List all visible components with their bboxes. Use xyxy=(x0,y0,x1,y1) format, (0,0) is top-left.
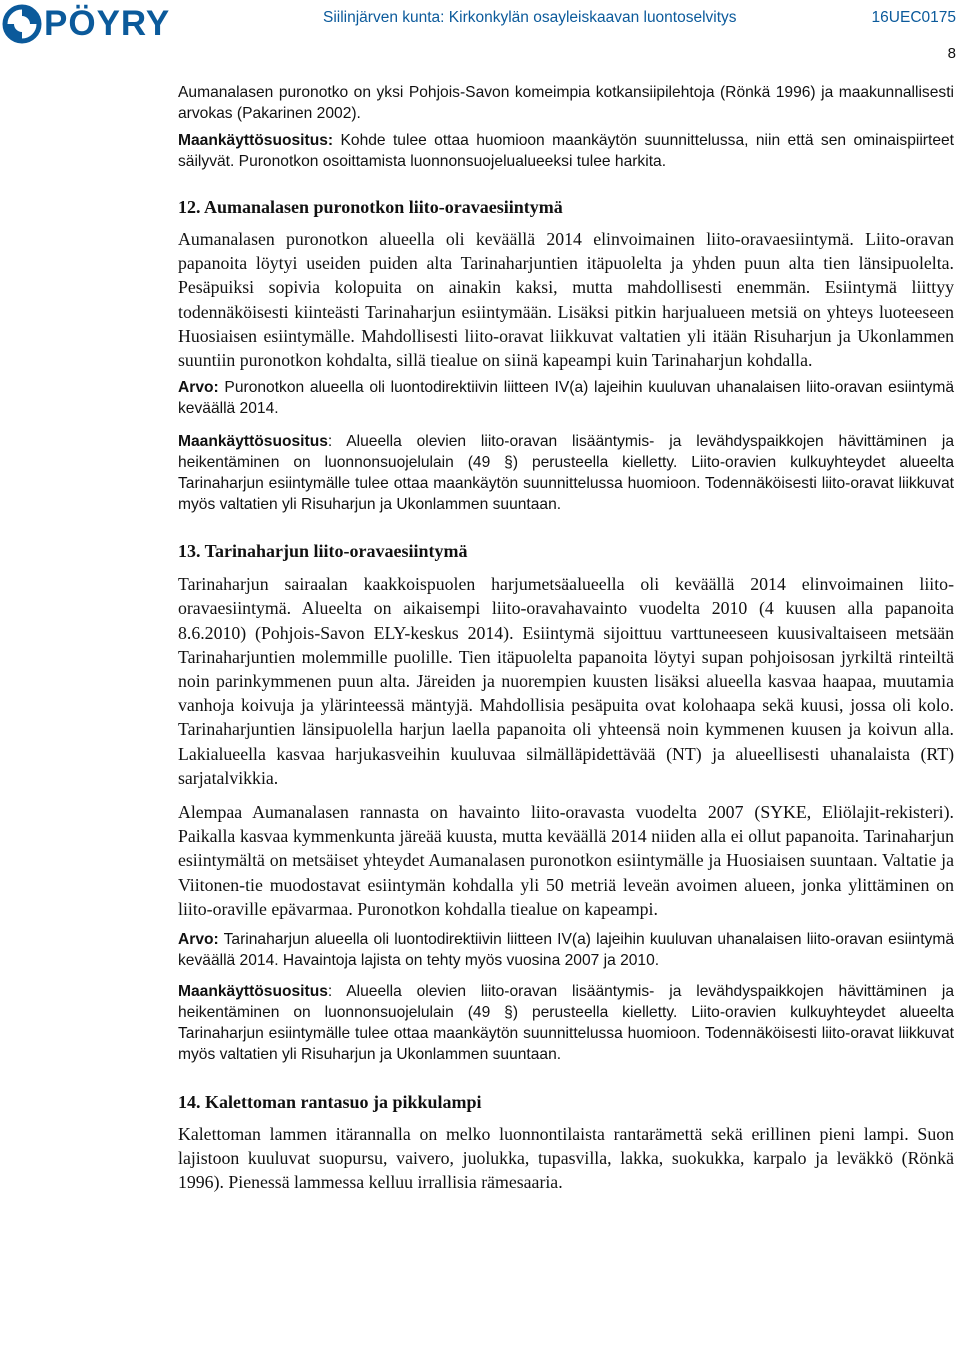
section-12-recommendation xyxy=(178,431,954,515)
value-label: Arvo: xyxy=(178,931,219,949)
section-13-value xyxy=(178,929,954,971)
recommendation-text: : Alueella olevien liito-oravan lisääntymis- ja levähdyspaikkojen hävittäminen ja heikentäminen on luonnonsuojelulain (49 §) perusteella kielletty. Liito-oravien kulkuyhteydet alueelta Tarinaharjun esiintymälle tulee ottaa maankäytön suunnittelussa huomioon. Todennäköisesti liito-oravat liikkuvat myös valtatien yli Risuharjun ja Ukonlammen suuntaan. xyxy=(178,433,954,514)
recommendation-label: Maankäyttösuositus xyxy=(178,983,328,1001)
page-header xyxy=(0,0,960,44)
value-text: Tarinaharjun alueella oli luontodirektiivin liitteen IV(a) lajeihin kuuluvan uhanalaisen liito-oravan esiintymä keväällä 2014. Havaintoja lajista on tehty myös vuosina 2007 ja 2010. xyxy=(178,931,954,970)
logo-text: PÖYRY xyxy=(44,4,171,43)
document-title: Siilinjärven kunta: Kirkonkylän osayleiskaavan luontoselvitys xyxy=(323,9,737,26)
recommendation-label: Maankäyttösuositus xyxy=(178,433,328,451)
section-14-heading: 14. Kalettoman rantasuo ja pikkulampi xyxy=(178,1092,482,1113)
company-logo xyxy=(2,4,170,44)
section-13-recommendation xyxy=(178,981,954,1065)
recommendation-label: Maankäyttösuositus: xyxy=(178,132,334,149)
intro-recommendation xyxy=(178,130,954,172)
value-label: Arvo: xyxy=(178,379,219,397)
value-text: Puronotkon alueella oli luontodirektiivin liitteen IV(a) lajeihin kuuluvan uhanalaisen liito-oravan esiintymä keväällä 2014. xyxy=(178,379,954,418)
recommendation-text: Kohde tulee ottaa huomioon maankäytön suunnittelussa, niin että sen ominaispiirteet säilyvät. Puronotkon osoittamista luonnonsuojelualueeksi tulee harkita. xyxy=(178,132,954,170)
section-12-body: Aumanalasen puronotkon alueella oli keväällä 2014 elinvoimainen liito-oravaesiintymä. Liito-oravan papanoita löytyi useiden puiden alta Tarinaharjuntien itäpuolelta ja yhden puun alta tien länsipuolelta. Pesäpuiksi sopivia kolopuita on ainakin kaksi, mutta mahdollisesti enemmän. Esiintymä liittyy todennäköisesti kiinteästi Tarinaharjun esiintymään. Lisäksi pitkin harjualueen metsiä on yhteys luoteeseen Huosiaisen esiintymälle. Mahdollisesti liito-oravat liikkuvat valtatien yli itään Risuharjun ja Ukonlammen suuntiin puronotkon kohdalta, sillä tiealue on siinä kapeampi kuin Tarinaharjun kohdalla. xyxy=(178,229,954,371)
section-14-paragraph-1: Kalettoman lammen itärannalla on melko luonnontilaista rantarämettä sekä erillinen pieni lampi. Suon lajistoon kuuluvat suopursu, vaivero, juolukka, tupasvilla, lakka, suokukka, karpalo ja leväkkö (Rönkä 1996). Pienessä lammessa kelluu irrallisia rämesaaria. xyxy=(178,1124,954,1193)
section-13-paragraph-1: Tarinaharjun sairaalan kaakkoispuolen harjumetsäalueella oli keväällä 2014 elinvoimainen liito-oravaesiintymä. Alueelta on aikaisempi liito-oravahavainto vuodelta 2010 (4 kuusen alla papanoita 8.6.2010) (Pohjois-Savon ELY-keskus 2014). Esiintymä sijoittuu varttuneeseen kuusivaltaiseen metsään Tarinaharjuntien molemmille puolille. Tien itäpuolelta papanoita löytyi supan pohjoisosan jyrkiltä rinteiltä noin parinkymmenen puun alta. Järeiden ja nuorempien kuusten lisäksi alueella kasvaa haapaa, muutamia vanhoja koivuja ja ylärinteessä mäntyjä. Mahdollisia pesäpuita ovat kolohaapa sekä kuusi, jossa oli kolo. Tarinaharjuntien länsipuolella harjun laella papanoita oli yhteensä noin kymmenen kuusen ja koivun alla. Lakialueella kasvaa harjukasveihin kuuluvaa silmälläpidettävää (NT) ja alueellisesti uhanalaista (RT) sarjatalvikkia. xyxy=(178,574,954,788)
recommendation-text: : Alueella olevien liito-oravan lisääntymis- ja levähdyspaikkojen hävittäminen ja heikentäminen on luonnonsuojelulain (49 §) perusteella kielletty. Liito-oravien kulkuyhteydet alueelta Tarinaharjun esiintymälle tulee ottaa maankäytön suunnittelussa huomioon. Todennäköisesti liito-oravat liikkuvat myös valtatien yli Risuharjun ja Ukonlammen suuntaan. xyxy=(178,983,954,1064)
intro-paragraph: Aumanalasen puronotko on yksi Pohjois-Savon komeimpia kotkansiipilehtoja (Rönkä 1996) ja maakunnallisesti arvokas (Pakarinen 2002). xyxy=(178,84,954,122)
document-body xyxy=(178,82,954,1195)
page-number: 8 xyxy=(947,45,956,62)
poyry-logo-icon xyxy=(2,4,42,44)
section-13-paragraph-2: Alempaa Aumanalasen rannasta on havainto liito-oravasta vuodelta 2007 (SYKE, Eliölajit-rekisteri). Paikalla kasvaa kymmenkunta järeää kuusta, mutta keväällä 2014 niiden alla ei ollut papanoita. Tarinaharjun esiintymältä on metsäiset yhteydet Aumanalasen puronotkon esiintymälle ja Huosiaisen suuntaan. Valtatie ja Viitonen-tie muodostavat esiintymän kohdalla yli 50 metriä leveän avoimen alueen, jonka ylittäminen on liito-oraville epävarmaa. Puronotkon kohdalla tiealue on kapeampi. xyxy=(178,802,954,919)
section-12-value xyxy=(178,377,954,419)
section-12-heading: 12. Aumanalasen puronotkon liito-oravaesiintymä xyxy=(178,197,563,217)
section-13-heading: 13. Tarinaharjun liito-oravaesiintymä xyxy=(178,541,468,562)
document-code: 16UEC0175 xyxy=(871,9,956,26)
